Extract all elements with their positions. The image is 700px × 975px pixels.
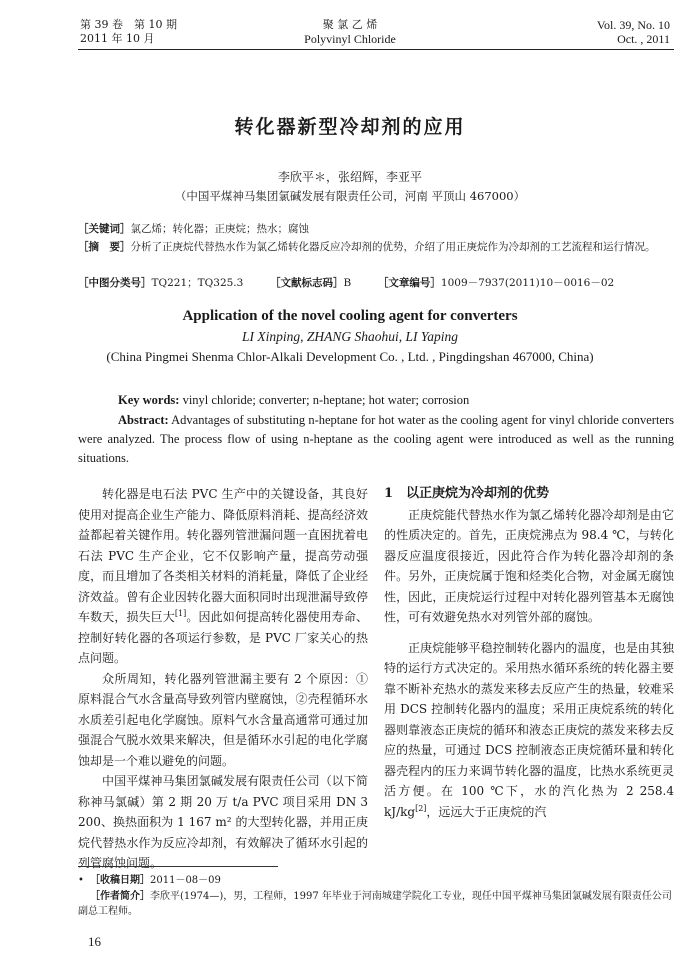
abstract-cn-label: ［摘 要］ [78,241,131,253]
abstract-cn-text: 分析了正庚烷代替热水作为氯乙烯转化器反应冷却剂的优势，介绍了用正庚烷作为冷却剂的工艺流程和运行情况。 [130,241,656,253]
abstract-cn [78,239,674,256]
clc-label: ［中图分类号］ [78,277,152,289]
section-heading: 1 以正庚烷为冷却剂的优势 [384,486,550,501]
affiliation-cn: （中国平煤神马集团氯碱发展有限责任公司，河南 平顶山 467000） [174,189,526,203]
abstract-en [78,411,674,468]
header-rule [78,49,674,50]
body-right-column [384,484,674,822]
keywords-en-label: Key words: [118,393,180,407]
abstract-en-text: Advantages of substituting n-heptane for hot water as the cooling agent for vinyl chloride converters were analyzed. The process flow of using n-heptane as the cooling agent were introduced as well as the running situations. [78,413,674,465]
citation-ref: [1] [174,609,187,618]
citation-ref: [2] [415,803,427,813]
footnote-rule [78,866,278,867]
date-en: Oct. , 2011 [617,32,670,46]
footnote-author-bio [78,889,674,919]
keywords-en [118,391,674,410]
paragraph [78,484,368,669]
authors-en: LI Xinping, ZHANG Shaohui, LI Yaping [242,329,458,344]
paragraph-text: 转化器是电石法 PVC 生产中的关键设备，其良好使用对提高企业生产能力、降低原料消耗、提高经济效益都起着关键作用。转化器列管泄漏问题一直困扰着电石法 PVC 生产企业，它不仅影响产量，提高劳动强度，而且增加了各类相关材料的消耗量，降低了企业经济效益。曾有企业因转化器大面积同时出现泄漏导致停车数天，损失巨大 [78,487,368,624]
bio-text: 李欣平(1974—)，男，工程师，1997 年毕业于河南城建学院化工专业，现任中国平煤神马集团氯碱发展有限责任公司副总工程师。 [78,891,672,917]
page-number: 16 [88,934,101,949]
keywords-cn-label: ［关键词］ [78,223,131,235]
volume-en: Vol. 39, No. 10 [596,18,670,32]
footnote-received: • ［收稿日期］2011－08－09 [78,875,221,886]
paper-title-en: Application of the novel cooling agent for converters [182,308,518,324]
header-right [597,18,670,46]
volume-cn: 第 39 卷 第 10 期 [80,18,177,31]
paragraph: 正庚烷能代替热水作为氯乙烯转化器冷却剂是由它的性质决定的。首先，正庚烷沸点为 98.4 ℃，与转化器反应温度很接近，因此符合作为转化器冷却剂的条件。另外，正庚烷属于饱和烃类化合物，对金属无腐蚀性，因此，正庚烷运行过程中对转化器列管基本无腐蚀性，可有效避免热水对列管外部的腐蚀。 [384,507,674,624]
article-no-value: 1009－7937(2011)10－0016－02 [440,277,615,289]
paragraph-text: ，远远大于正庚烷的汽 [426,804,547,819]
received-label: ［收稿日期］ [90,875,150,886]
paragraph-text: 。因此如何提高转化器使用寿命、控制好转化器的各项运行参数，是 PVC 厂家关心的热点问题。 [78,610,368,665]
doc-code-label: ［文献标志码］ [270,277,344,289]
bio-label: ［作者简介］ [90,891,150,902]
paragraph: 众所周知，转化器列管泄漏主要有 2 个原因：①原料混合气水含量高导致列管内壁腐蚀，②壳程循环水水质差引起电化学腐蚀。原料气水含量高通常可通过加强混合气脱水效果来解决，但是循环水引起的电化学腐蚀却是一个难以避免的问题。 [78,671,368,768]
affiliation-en: (China Pingmei Shenma Chlor-Alkali Development Co. , Ltd. , Pingdingshan 467000, China) [106,349,594,364]
journal-en: Polyvinyl Chloride [304,32,396,46]
received-date: 2011－08－09 [150,875,221,886]
date-cn: 2011 年 10 月 [80,32,155,45]
paper-title-cn: 转化器新型冷却剂的应用 [234,116,466,138]
keywords-cn [78,221,674,238]
keywords-cn-text: 氯乙烯；转化器；正庚烷；热水；腐蚀 [130,223,309,235]
body-left-column [78,484,368,874]
abstract-en-label: Abstract: [118,413,169,427]
paragraph [384,638,674,823]
clc-value: TQ221；TQ325.3 [151,277,244,289]
authors-cn: 李欣平＊，张绍辉，李亚平 [277,170,422,184]
doc-code-value: B [343,277,352,289]
header-center [0,18,700,46]
paragraph: 中国平煤神马集团氯碱发展有限责任公司（以下简称神马氯碱）第 2 期 20 万 t/a PVC 项目采用 DN 3 200、换热面积为 1 167 m² 的大型转化器，并用正庚烷代替热水作为反应冷却剂，有效解决了循环水引起的列管腐蚀问题。 [78,774,368,870]
keywords-en-text: vinyl chloride; converter; n-heptane; hot water; corrosion [179,393,470,407]
article-no-label: ［文章编号］ [377,277,441,289]
paragraph-text: 正庚烷能够平稳控制转化器内的温度，也是由其独特的运行方式决定的。采用热水循环系统的转化器主要靠不断补充热水的蒸发来移去反应产生的热量，较难采用 DCS 控制转化器内的温度；采用正庚烷系统的转化器则靠液态正庚烷的循环和液态正庚烷的蒸发来移去反应的热量，可通过 DCS 控制液态正庚烷循环量和转化器壳程内的压力来调节转化器的温度，比热水系统更灵活方便。在 100 ℃下，水的汽化热为 2 258.4 kJ/kg [384,640,674,819]
classification-cn [78,275,674,292]
journal-cn: 聚 氯 乙 烯 [322,18,378,31]
